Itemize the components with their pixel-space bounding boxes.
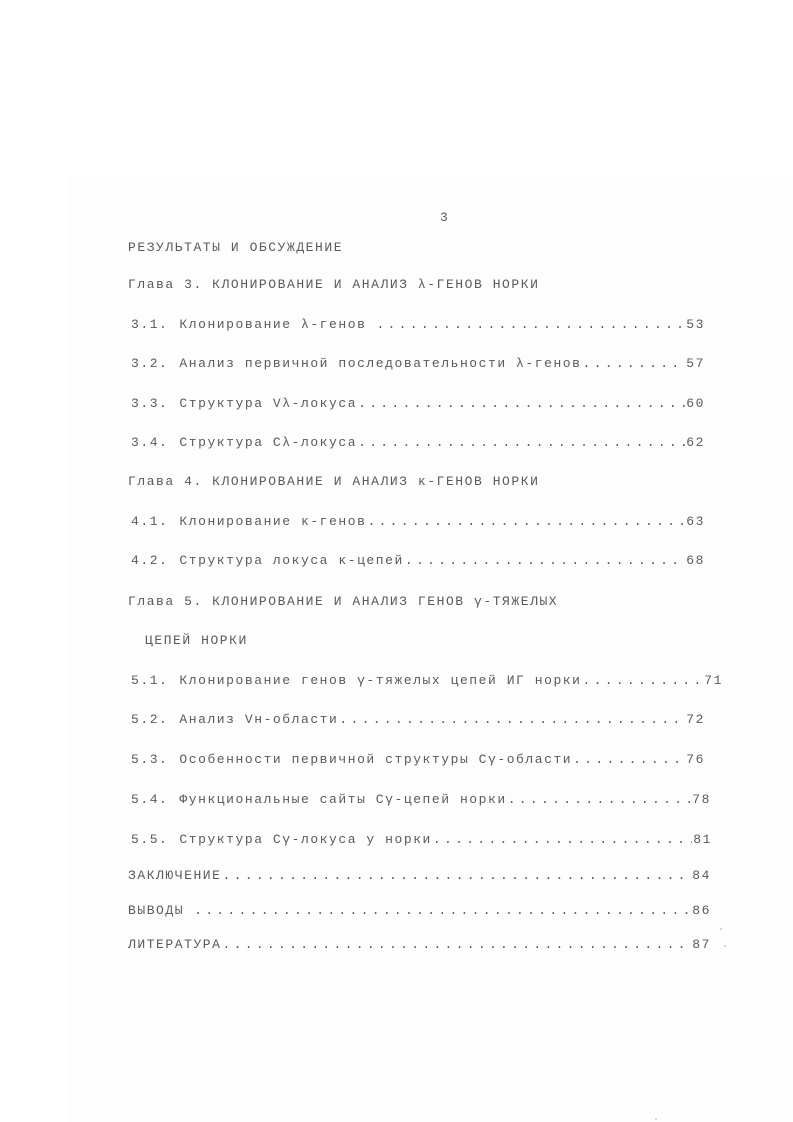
entry-page: 60	[686, 396, 705, 411]
toc-entry-5-3[interactable]	[131, 752, 705, 768]
entry-number: 5.1.	[131, 673, 169, 688]
dot-leader	[223, 937, 692, 953]
scan-speck	[720, 928, 722, 930]
entry-number: 5.4.	[131, 792, 169, 807]
chapter-3-title: Глава 3. КЛОНИРОВАНИЕ И АНАЛИЗ λ-ГЕНОВ НОРКИ	[128, 277, 540, 292]
entry-title: ЗАКЛЮЧЕНИЕ	[128, 868, 222, 883]
section-heading: РЕЗУЛЬТАТЫ И ОБСУЖДЕНИЕ	[128, 240, 344, 255]
toc-entry-conclusion[interactable]	[128, 868, 711, 884]
entry-page: 84	[692, 868, 711, 883]
entry-title: ЛИТЕРАТУРА	[128, 937, 222, 952]
dot-leader	[508, 792, 692, 808]
chapter-4-title: Глава 4. КЛОНИРОВАНИЕ И АНАЛИЗ κ-ГЕНОВ НОРКИ	[128, 474, 540, 489]
toc-entry-5-5[interactable]	[131, 832, 712, 848]
toc-entry-5-1[interactable]	[131, 673, 723, 689]
toc-entry-5-2[interactable]	[131, 712, 705, 728]
entry-number: 3.2.	[131, 356, 169, 371]
dot-leader	[339, 712, 685, 728]
entry-title: Структура Cγ-локуса у норки	[179, 832, 432, 847]
entry-page: 71	[704, 673, 723, 688]
dot-leader	[376, 317, 685, 333]
entry-page: 63	[686, 514, 705, 529]
toc-entry-literature[interactable]	[128, 937, 711, 953]
dot-leader	[433, 832, 692, 848]
scan-speck	[655, 1118, 657, 1120]
page-number: 3	[440, 210, 449, 225]
entry-page: 57	[686, 356, 705, 371]
entry-number: 3.3.	[131, 396, 169, 411]
entry-title: Анализ Vн-области	[179, 712, 339, 727]
entry-number: 4.2.	[131, 553, 169, 568]
dot-leader	[583, 673, 704, 689]
entry-number: 3.4.	[131, 435, 169, 450]
entry-page: 81	[693, 832, 712, 847]
entry-title: Клонирование генов γ-тяжелых цепей ИГ норки	[179, 673, 582, 688]
entry-title: Функциональные сайты Cγ-цепей норки	[179, 792, 507, 807]
entry-number: 5.3.	[131, 752, 169, 767]
scan-speck	[724, 945, 726, 947]
dot-leader	[583, 356, 686, 372]
entry-page: 76	[686, 752, 705, 767]
dot-leader	[367, 514, 685, 530]
toc-entry-4-1[interactable]	[131, 514, 705, 530]
toc-entry-4-2[interactable]	[131, 553, 705, 569]
entry-page: 87	[692, 937, 711, 952]
dot-leader	[223, 868, 692, 884]
entry-title: Структура Cλ-локуса	[179, 435, 358, 450]
entry-page: 53	[686, 317, 705, 332]
entry-title: Анализ первичной последовательности λ-генов	[179, 356, 582, 371]
dot-leader	[405, 553, 685, 569]
entry-number: 4.1.	[131, 514, 169, 529]
chapter-5-title-continued: ЦЕПЕЙ НОРКИ	[145, 633, 248, 648]
dot-leader	[573, 752, 685, 768]
entry-title: ВЫВОДЫ	[128, 903, 185, 918]
entry-title: Клонирование κ-генов	[179, 514, 367, 529]
entry-number: 5.5.	[131, 832, 169, 847]
chapter-5-title: Глава 5. КЛОНИРОВАНИЕ И АНАЛИЗ ГЕНОВ γ-ТЯЖЕЛЫХ	[128, 594, 559, 609]
entry-title: Клонирование λ-генов	[179, 317, 367, 332]
toc-entry-3-2[interactable]	[131, 356, 705, 372]
toc-entry-3-1[interactable]	[131, 317, 705, 333]
entry-page: 86	[692, 903, 711, 918]
entry-page: 68	[686, 553, 705, 568]
dot-leader	[358, 435, 685, 451]
entry-title: Особенности первичной структуры Cγ-области	[179, 752, 573, 767]
toc-entry-3-4[interactable]	[131, 435, 705, 451]
entry-page: 72	[686, 712, 705, 727]
dot-leader	[358, 396, 685, 412]
toc-entry-3-3[interactable]	[131, 396, 705, 412]
toc-entry-5-4[interactable]	[131, 792, 711, 808]
dot-leader	[194, 903, 691, 919]
entry-title: Структура локуса κ-цепей	[179, 553, 404, 568]
toc-entry-conclusions[interactable]	[128, 903, 711, 919]
entry-title: Структура Vλ-локуса	[179, 396, 358, 411]
entry-number: 3.1.	[131, 317, 169, 332]
entry-page: 78	[692, 792, 711, 807]
entry-page: 62	[686, 435, 705, 450]
entry-number: 5.2.	[131, 712, 169, 727]
